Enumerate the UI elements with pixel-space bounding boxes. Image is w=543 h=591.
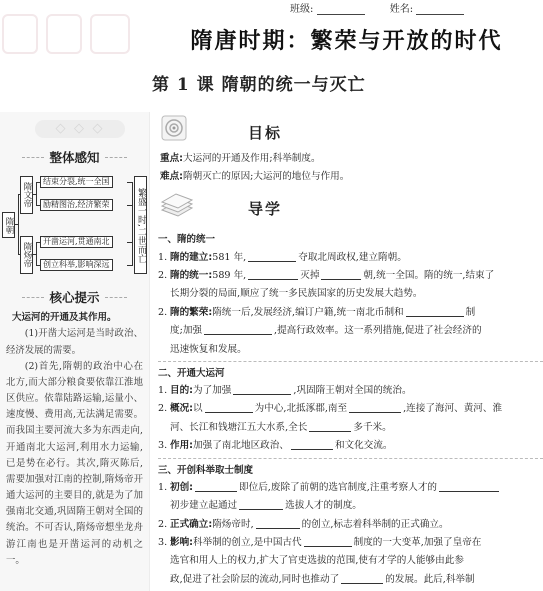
item-3-2: 2. 正式确立:隋炀帝时, 的创立,标志着科举制的正式确立。 bbox=[158, 518, 449, 530]
sidebar bbox=[0, 112, 150, 591]
tree-node-4: 创立科举,影响深远 bbox=[40, 259, 113, 271]
item-3-1: 1. 初创: 即位后,废除了前朝的选官制度,注重考察人才的 bbox=[158, 479, 543, 497]
student-info-fields bbox=[290, 0, 464, 15]
goal-lines bbox=[158, 150, 543, 186]
item-2-3: 3. 作用:加强了南北地区政治、 和文化交流。 bbox=[158, 440, 393, 452]
blank[interactable] bbox=[256, 518, 300, 529]
goal-header bbox=[158, 112, 543, 152]
class-blank[interactable] bbox=[317, 5, 365, 15]
unit-title: 隋唐时期：繁荣与开放的时代 bbox=[190, 29, 503, 54]
core-question: 大运河的开通及其作用。 bbox=[12, 312, 117, 323]
goal-title: 目标 bbox=[248, 124, 283, 142]
item-1-3: 2. 隋的繁荣:隋统一后,发展经济,编订户籍,统一南北币制和 制 bbox=[158, 306, 476, 318]
key-point: 重点:大运河的开通及作用;科举制度。 bbox=[160, 153, 321, 164]
blank[interactable] bbox=[349, 402, 401, 413]
section-3-title: 三、开创科举取士制度 bbox=[158, 464, 254, 476]
item-2-1: 1. 目的:为了加强 ,巩固隋王朝对全国的统治。 bbox=[158, 385, 412, 397]
guide-header bbox=[158, 188, 543, 228]
core-content bbox=[0, 310, 149, 569]
section-1-title: 一、隋的统一 bbox=[158, 234, 216, 246]
blank[interactable] bbox=[204, 324, 272, 335]
blank[interactable] bbox=[304, 536, 352, 547]
blank[interactable] bbox=[248, 269, 298, 280]
class-label: 班级: bbox=[290, 4, 314, 15]
core-paragraph-2: (2)首先,隋朝的政治中心在北方,而大部分粮食要依靠江淮地区供应。依靠陆路运输,运量小、速度慢、费用高,无法满足需要。而我国主要河流大多为东西走向,开通南北大运河,利用水力运输,已是势在必行。其次,隋灭陈后,需要加强对江南的控制,隋炀帝开通大运河的主要目的,就是为了加强南北交通,巩固隋王朝对全国的统治。不可否认,隋炀帝想坐龙舟游江南也是开凿运河的动机之一。 bbox=[6, 360, 143, 566]
item-1-3-cont2: 迅速恢复和发展。 bbox=[170, 343, 247, 355]
target-icon bbox=[160, 114, 188, 142]
item-1-3-cont1: 度;加强 ,提高行政效率。这一系列措施,促进了社会经济的 bbox=[170, 325, 482, 337]
overall-title: 整体感知 bbox=[0, 148, 149, 166]
item-3-3-cont1: 选官和用人上的权力,扩大了官吏选拔的范围,使有才学的人能够由此参 bbox=[170, 555, 464, 567]
core-paragraph-1: (1)开凿大运河是当时政治、经济发展的需要。 bbox=[6, 328, 143, 356]
blank[interactable] bbox=[406, 306, 464, 317]
tree-node-3: 开凿运河,贯通南北 bbox=[40, 236, 113, 248]
name-blank[interactable] bbox=[416, 5, 464, 15]
concept-tree bbox=[0, 172, 149, 282]
blank[interactable] bbox=[291, 439, 333, 450]
book-icon bbox=[160, 190, 194, 218]
watermark-decoration bbox=[0, 10, 150, 60]
item-1-1: 1. 隋的建立:581 年, 夺取北周政权,建立隋朝。 bbox=[158, 251, 407, 263]
blank[interactable] bbox=[309, 421, 351, 432]
item-3-1-cont: 初步建立起通过 选拔人才的制度。 bbox=[170, 500, 362, 512]
item-3-3-cont2: 政,促进了社会阶层的流动,同时也推动了 的发展。此后,科举制 bbox=[170, 573, 475, 585]
tree-wendi: 隋文帝 bbox=[20, 176, 33, 214]
blank[interactable] bbox=[321, 269, 361, 280]
item-1-2-cont: 长期分裂的局面,顺应了统一多民族国家的历史发展大趋势。 bbox=[170, 288, 423, 300]
item-2-2-cont: 河、长江和钱塘江五大水系,全长 多千米。 bbox=[170, 421, 392, 433]
section-2-title: 二、开通大运河 bbox=[158, 367, 225, 379]
tree-root: 隋朝 bbox=[2, 212, 15, 238]
sidebar-badge: ◇ ◇ ◇ bbox=[35, 120, 125, 138]
blank[interactable] bbox=[248, 251, 296, 262]
item-2-2: 2. 概况:以 为中心,北抵涿郡,南至 ,连接了海河、黄河、淮 bbox=[158, 403, 503, 415]
item-3-3: 3. 影响:科举制的创立,是中国古代 制度的一大变革,加强了皇帝在 bbox=[158, 537, 482, 548]
guide-title: 导学 bbox=[248, 200, 283, 219]
lesson-title: 第 1 课 隋朝的统一与灭亡 bbox=[152, 75, 366, 95]
blank[interactable] bbox=[239, 499, 283, 510]
tree-node-2: 励精图治,经济繁荣 bbox=[40, 199, 113, 211]
blank[interactable] bbox=[195, 481, 237, 492]
main-content bbox=[158, 112, 543, 589]
blank[interactable] bbox=[439, 481, 499, 492]
blank[interactable] bbox=[205, 402, 253, 413]
tree-node-1: 结束分裂,统一全国 bbox=[40, 176, 113, 188]
core-title: 核心提示 bbox=[0, 288, 149, 306]
blank[interactable] bbox=[341, 573, 383, 584]
name-label: 姓名: bbox=[389, 4, 414, 15]
difficult-point: 难点:隋朝灭亡的原因;大运河的地位与作用。 bbox=[160, 171, 350, 183]
tree-right-summary: 繁盛一时,二世而亡 bbox=[134, 176, 147, 274]
blank[interactable] bbox=[233, 384, 291, 395]
tree-yangdi: 隋炀帝 bbox=[20, 236, 33, 274]
item-1-2: 2. 隋的统一:589 年, 灭掉 朝,统一全国。隋的统一,结束了 bbox=[158, 269, 495, 281]
